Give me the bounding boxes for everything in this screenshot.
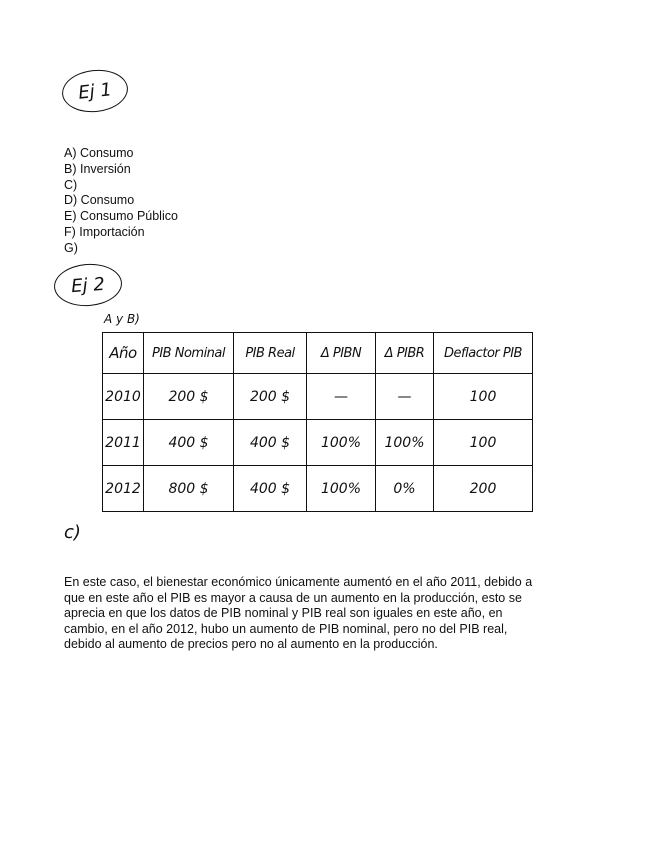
part-ab-label: A y B) (104, 312, 140, 326)
cell-delta-pibn: 100% (307, 420, 376, 466)
header-pib-nominal: PIB Nominal (144, 333, 234, 374)
answer-g: G) (64, 240, 78, 255)
answer-d: D) Consumo (64, 193, 135, 208)
cell-deflactor: 100 (434, 420, 533, 466)
cell-delta-pibr: 100% (376, 420, 434, 466)
cell-pib-real: 400 $ (234, 420, 307, 466)
cell-year: 2011 (103, 420, 144, 466)
gdp-table (102, 332, 533, 512)
cell-pib-nominal: 200 $ (144, 374, 234, 420)
paragraph-line: que en este año el PIB es mayor a causa de un aumento en la producción, esto se (64, 590, 522, 605)
paragraph-line: aprecia en que los datos de PIB nominal y PIB real son iguales en este año, en (64, 606, 503, 621)
header-pib-real: PIB Real (234, 333, 307, 374)
answer-e: E) Consumo Público (64, 209, 178, 224)
cell-deflactor: 100 (434, 374, 533, 420)
cell-delta-pibn: — (307, 374, 376, 420)
exercise-2-heading-text: Ej 2 (70, 273, 106, 297)
exercise-2-heading (53, 262, 124, 309)
table-header-row (103, 333, 533, 374)
cell-year: 2012 (103, 466, 144, 512)
header-deflactor: Deflactor PIB (434, 333, 533, 374)
cell-pib-nominal: 800 $ (144, 466, 234, 512)
table-row (103, 374, 533, 420)
table-row (103, 420, 533, 466)
answer-f: F) Importación (64, 224, 145, 239)
exercise-1-heading-text: Ej 1 (77, 78, 113, 104)
paragraph-line: debido al aumento de precios pero no al aumento en la producción. (64, 637, 438, 652)
part-c-label: c) (64, 522, 81, 543)
cell-pib-real: 400 $ (234, 466, 307, 512)
cell-year: 2010 (103, 374, 144, 420)
part-c-answer (64, 575, 584, 653)
header-delta-pibr: Δ PIBR (376, 333, 434, 374)
cell-deflactor: 200 (434, 466, 533, 512)
cell-pib-real: 200 $ (234, 374, 307, 420)
table-row (103, 466, 533, 512)
cell-delta-pibn: 100% (307, 466, 376, 512)
answer-c: C) (64, 177, 78, 192)
cell-delta-pibr: 0% (376, 466, 434, 512)
answer-a: A) Consumo (64, 146, 134, 160)
header-delta-pibn: Δ PIBN (307, 333, 376, 374)
cell-pib-nominal: 400 $ (144, 420, 234, 466)
exercise-1-answers (64, 146, 178, 257)
cell-delta-pibr: — (376, 374, 434, 420)
paragraph-line: En este caso, el bienestar económico únicamente aumentó en el año 2011, debido a (64, 575, 533, 589)
header-year: Año (103, 333, 144, 374)
answer-b: B) Inversión (64, 161, 131, 176)
paragraph-line: cambio, en el año 2012, hubo un aumento de PIB nominal, pero no del PIB real, (64, 621, 508, 636)
exercise-1-heading (60, 67, 130, 116)
